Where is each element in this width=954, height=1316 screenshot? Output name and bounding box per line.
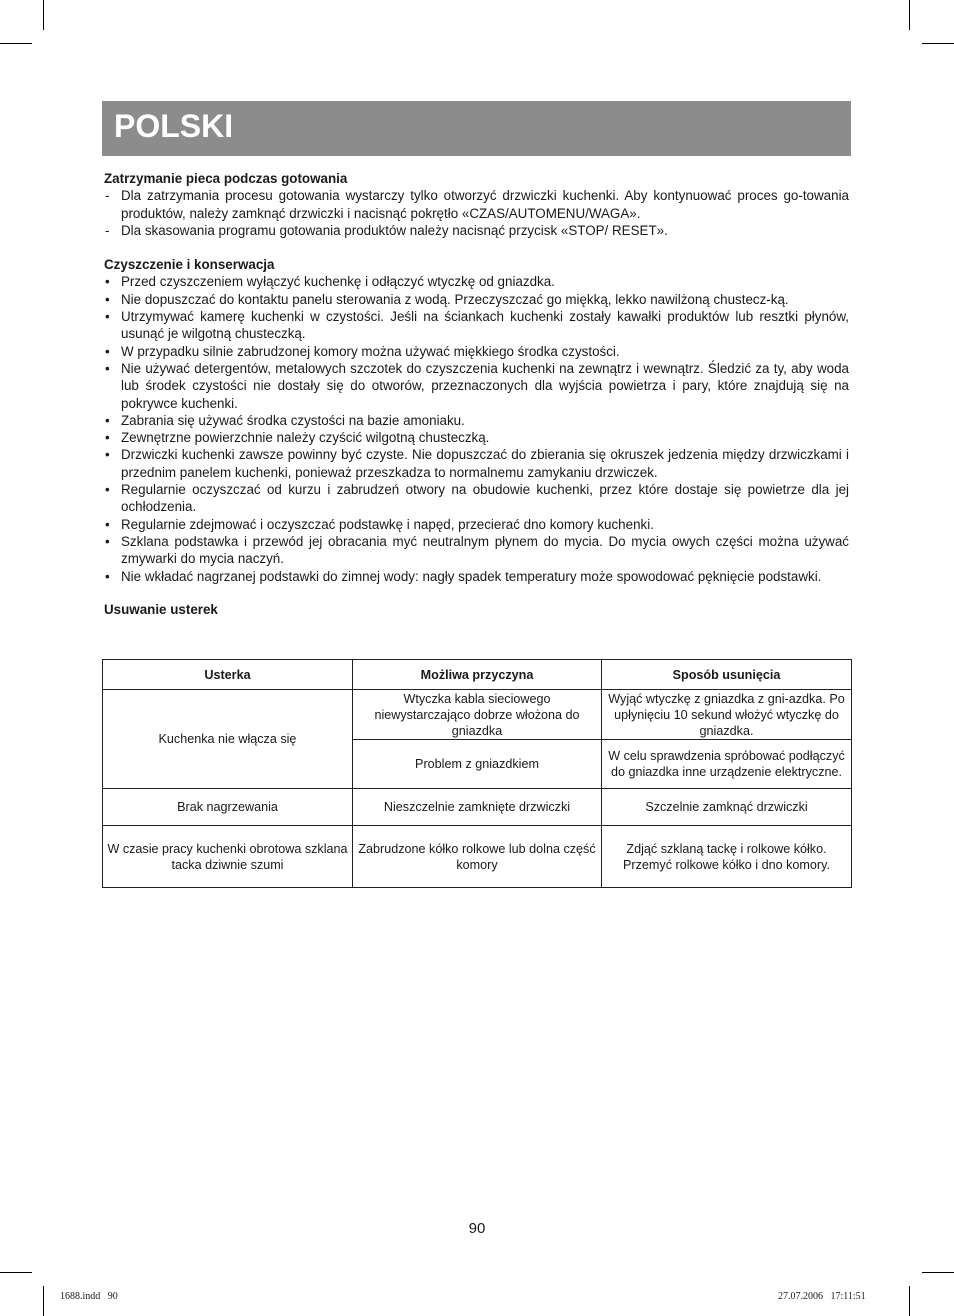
- cause-cell: Problem z gniazdkiem: [353, 740, 602, 789]
- bullet-marker: •: [105, 274, 110, 290]
- bullet-marker: •: [105, 568, 110, 584]
- crop-mark-top-left-h: [0, 43, 32, 44]
- bullet-marker: •: [105, 291, 110, 307]
- crop-mark-top-right: [909, 0, 910, 30]
- section-title-stop-cooking: Zatrzymanie pieca podczas gotowania: [104, 171, 348, 186]
- bullet-marker: •: [105, 412, 110, 428]
- solution-cell: Zdjąć szklaną tackę i rolkowe kółko. Przemyć rolkowe kółko i dno komory.: [602, 826, 852, 888]
- table-row: [103, 690, 852, 740]
- table-row: [103, 789, 852, 826]
- table-row: [103, 826, 852, 888]
- bullet-marker: •: [105, 482, 110, 498]
- list-item: • Drzwiczki kuchenki zawsze powinny być czyste. Nie dopuszczać do zbierania się okruszek jedzenia między drzwiczkami i przednim panelem kuchenki, ponieważ przeszkadza to normalnemu zamykaniu drzwiczek.: [105, 447, 849, 480]
- list-item: - Dla zatrzymania procesu gotowania wystarczy tylko otworzyć drzwiczki kuchenki. Aby kontynuować proces go-towania produktów, należy zamknąć drzwiczki i nacisnąć pokrętło «CZAS/AUTOMENU/WAGA».: [105, 188, 849, 221]
- bullet-marker: •: [105, 343, 110, 359]
- list-item: • Regularnie zdejmować i oczyszczać podstawkę i napęd, przecierać dno komory kuchenki.: [105, 516, 654, 532]
- table-header-row: [103, 660, 852, 690]
- solution-cell: Szczelnie zamknąć drzwiczki: [602, 789, 852, 826]
- problem-cell: W czasie pracy kuchenki obrotowa szklana tacka dziwnie szumi: [103, 826, 353, 888]
- crop-mark-bottom-left-h: [0, 1272, 32, 1273]
- list-item: • W przypadku silnie zabrudzonej komory można używać miękkiego środka czystości.: [105, 343, 620, 359]
- list-item: • Przed czyszczeniem wyłączyć kuchenkę i odłączyć wtyczkę od gniazdka.: [105, 274, 555, 290]
- solution-cell: Wyjąć wtyczkę z gniazdka z gni-azdka. Po upłynięciu 10 sekund włożyć wtyczkę do gniazdka.: [602, 690, 852, 740]
- crop-mark-top-left: [43, 0, 44, 30]
- crop-mark-bottom-left: [43, 1286, 44, 1316]
- list-item: • Szklana podstawka i przewód jej obracania myć neutralnym płynem do mycia. Do mycia owych części można używać zmywarki do mycia naczyń.: [105, 533, 849, 567]
- language-header: [102, 101, 851, 156]
- bullet-marker: •: [105, 309, 110, 325]
- bullet-marker: •: [105, 516, 110, 532]
- list-item: - Dla skasowania programu gotowania produktów należy nacisnąć przycisk «STOP/ RESET».: [105, 222, 668, 238]
- troubleshooting-table: [102, 659, 852, 888]
- footer-timestamp: 27.07.2006 17:11:51: [778, 1291, 866, 1302]
- list-item: • Nie wkładać nagrzanej podstawki do zimnej wody: nagły spadek temperatury może spowodować pęknięcie podstawki.: [105, 568, 822, 584]
- list-item: • Utrzymywać kamerę kuchenki w czystości. Jeśli na ściankach kuchenki zostały kawałki produktów lub resztki płynów, usunąć je wilgotną chusteczką.: [105, 309, 849, 342]
- bullet-marker: •: [105, 533, 110, 549]
- stop-cooking-list: [104, 187, 849, 239]
- problem-cell: Kuchenka nie włącza się: [103, 690, 353, 789]
- section-title-troubleshooting: Usuwanie usterek: [104, 601, 218, 617]
- bullet-marker: •: [105, 447, 110, 463]
- column-header-solution: Sposób usunięcia: [602, 660, 852, 690]
- problem-cell: Brak nagrzewania: [103, 789, 353, 826]
- dash-marker: -: [105, 188, 110, 204]
- cause-cell: Nieszczelnie zamknięte drzwiczki: [353, 789, 602, 826]
- crop-mark-top-right-h: [922, 43, 954, 44]
- crop-mark-bottom-right-h: [922, 1272, 954, 1273]
- list-item: • Zabrania się używać środka czystości na bazie amoniaku.: [105, 412, 465, 428]
- list-item: • Zewnętrzne powierzchnie należy czyścić wilgotną chusteczką.: [105, 430, 490, 446]
- list-item: • Regularnie oczyszczać od kurzu i zabrudzeń otwory na obudowie kuchenki, przez które dostaje się powietrze dla jej ochłodzenia.: [105, 482, 849, 515]
- cause-cell: Zabrudzone kółko rolkowe lub dolna część komory: [353, 826, 602, 888]
- section-title-cleaning: Czyszczenie i konserwacja: [104, 257, 275, 273]
- bullet-marker: •: [105, 430, 110, 446]
- dash-marker: -: [105, 222, 110, 238]
- list-item: • Nie używać detergentów, metalowych szczotek do czyszczenia kuchenki na zewnątrz i wewnątrz. Śledzić za ty, aby woda lub środek czystości nie dostały się do otworów, przeznaczonych dla wyjścia powietrza i pary, które znajdują się na pokrywce kuchenki.: [105, 360, 849, 411]
- solution-cell: W celu sprawdzenia spróbować podłączyć do gniazdka inne urządzenie elektryczne.: [602, 740, 852, 789]
- column-header-cause: Możliwa przyczyna: [353, 660, 602, 690]
- cleaning-list: [104, 273, 849, 584]
- column-header-problem: Usterka: [103, 660, 353, 690]
- cause-cell: Wtyczka kabla sieciowego niewystarczająco dobrze włożona do gniazdka: [353, 690, 602, 740]
- language-title: POLSKI: [114, 108, 234, 144]
- page-number: 90: [468, 1220, 486, 1237]
- footer-file-info: 1688.indd 90: [60, 1291, 118, 1302]
- manual-content: [104, 170, 849, 618]
- bullet-marker: •: [105, 360, 110, 376]
- crop-mark-bottom-right: [909, 1286, 910, 1316]
- list-item: • Nie dopuszczać do kontaktu panelu sterowania z wodą. Przeczyszczać go miękką, lekko nawilżoną chustecz-ką.: [105, 291, 789, 307]
